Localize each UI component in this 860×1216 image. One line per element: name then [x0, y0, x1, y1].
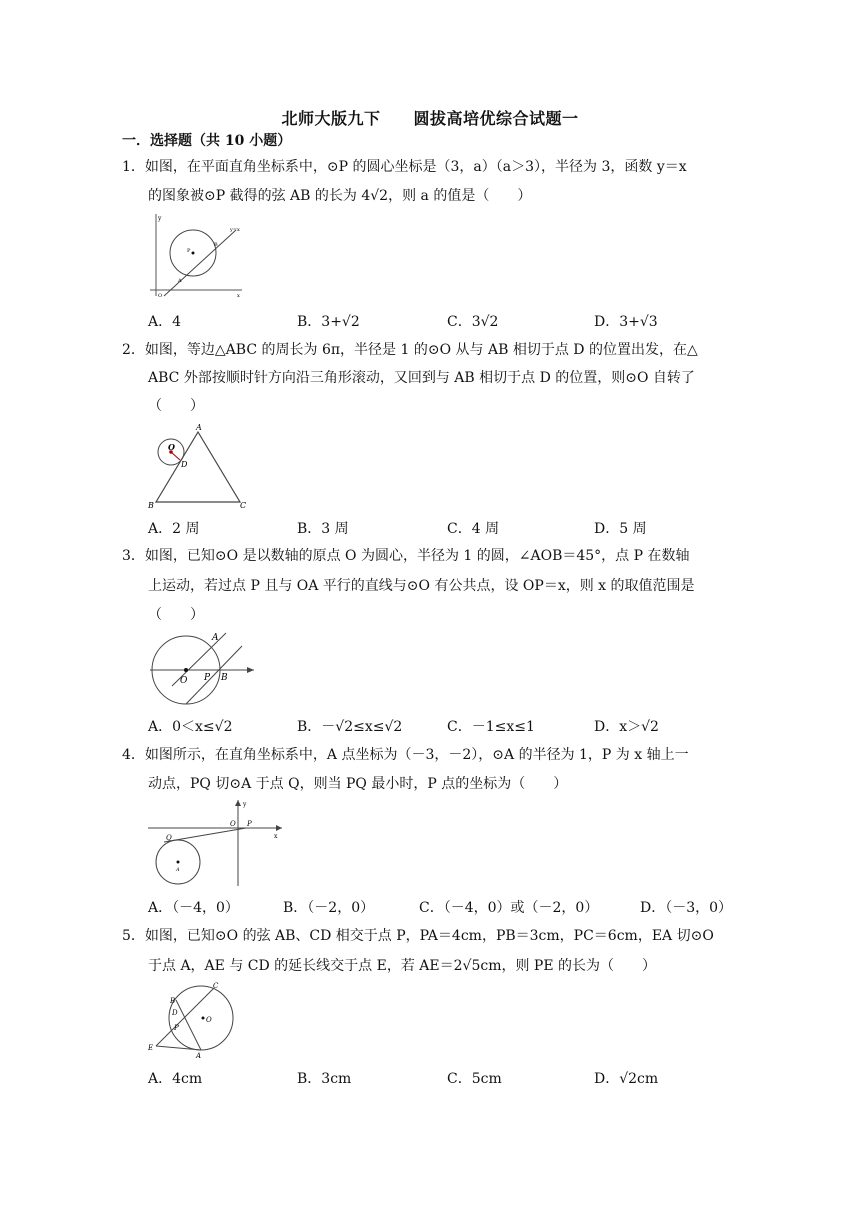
q1-line-1: 1．如图，在平面直角坐标系中，⊙P 的圆心坐标是（3，a）（a＞3），半径为 3，函数 y＝x [122, 159, 687, 175]
section-heading: 一．选择题（共 10 小题） [122, 133, 292, 149]
q5-label-d: D [172, 1009, 178, 1017]
q3-line-1: 3．如图，已知⊙O 是以数轴的原点 O 为圆心，半径为 1 的圆，∠AOB＝45°，点 P 在数轴 [122, 548, 690, 564]
q5-figure [146, 980, 238, 1060]
q1-label-yx: y=x [230, 227, 240, 233]
q3-label-b: B [221, 673, 228, 683]
q3-line-3: （ ） [148, 607, 204, 623]
q1-option-c[interactable]: C．3√2 [447, 314, 499, 330]
q1-label-a: A [178, 278, 182, 284]
q5-label-o: O [206, 1016, 212, 1024]
q4-label-y: y [243, 801, 247, 808]
q4-label-q: Q [166, 834, 172, 842]
q4-option-c[interactable]: C．（－4，0）或（－2，0） [419, 900, 599, 916]
q2-option-a[interactable]: A．2 周 [148, 521, 200, 537]
q2-option-b[interactable]: B．3 周 [297, 521, 349, 537]
q1-label-y: y [158, 215, 162, 222]
q1-label-p: P [187, 248, 191, 254]
q4-label-p: P [247, 820, 252, 828]
q3-option-a[interactable]: A．0＜x≤√2 [148, 719, 233, 735]
q1-label-x: x [237, 293, 240, 299]
q5-label-b: B [170, 997, 176, 1005]
q4-line-2: 动点，PQ 切⊙A 于点 Q，则当 PQ 最小时，P 点的坐标为（ ） [148, 776, 568, 792]
q3-option-b[interactable]: B．－√2≤x≤√2 [297, 719, 403, 735]
q1-label-o: O [158, 293, 163, 299]
q5-label-e: E [148, 1044, 154, 1052]
q3-label-p: P [204, 673, 211, 683]
q5-option-d[interactable]: D．√2cm [594, 1071, 659, 1087]
q2-label-a: A [196, 423, 202, 432]
q1-option-b[interactable]: B．3+√2 [297, 314, 360, 330]
q5-option-a[interactable]: A．4cm [148, 1071, 203, 1087]
q1-option-a[interactable]: A．4 [148, 314, 182, 330]
q5-line-1: 5．如图，已知⊙O 的弦 AB、CD 相交于点 P，PA＝4cm，PB＝3cm，PC＝6cm，EA 切⊙O [122, 928, 714, 944]
q3-line-2: 上运动，若过点 P 且与 OA 平行的直线与⊙O 有公共点，设 OP＝x，则 x 的取值范围是 [148, 578, 695, 594]
q1-line-2: 的图象被⊙P 截得的弦 AB 的长为 4√2，则 a 的值是（ ） [148, 188, 532, 204]
q3-label-o: O [180, 676, 188, 686]
q4-figure [146, 798, 286, 890]
q4-line-1: 4．如图所示，在直角坐标系中，A 点坐标为（－3，－2），⊙A 的半径为 1，P 为 x 轴上一 [122, 747, 689, 763]
q5-label-p: P [174, 1024, 179, 1032]
q4-option-b[interactable]: B．（－2，0） [283, 900, 375, 916]
q3-option-c[interactable]: C．－1≤x≤1 [447, 719, 535, 735]
q5-label-c: C [213, 982, 219, 990]
q5-option-c[interactable]: C．5cm [447, 1071, 502, 1087]
q4-option-a[interactable]: A．（－4，0） [148, 900, 239, 916]
q1-figure [146, 210, 250, 302]
q2-figure [146, 422, 252, 510]
q2-label-c: C [240, 501, 247, 510]
q4-label-o: O [230, 820, 236, 828]
q3-figure [146, 630, 260, 710]
q2-line-1: 2．如图，等边△ABC 的周长为 6π，半径是 1 的⊙O 从与 AB 相切于点 D 的位置出发，在△ [122, 342, 698, 358]
q2-option-d[interactable]: D．5 周 [594, 521, 647, 537]
q1-option-d[interactable]: D．3+√3 [594, 314, 658, 330]
q2-label-b: B [148, 501, 154, 510]
q4-option-d[interactable]: D．（－3，0） [640, 900, 733, 916]
q2-line-2: ABC 外部按顺时针方向沿三角形滚动，又回到与 AB 相切于点 D 的位置，则⊙O 自转了 [148, 370, 695, 386]
q2-option-c[interactable]: C．4 周 [447, 521, 500, 537]
q2-label-d: D [181, 460, 188, 469]
page-title: 北师大版九下 圆拔高培优综合试题一 [281, 109, 579, 128]
q3-label-a: A [212, 633, 219, 643]
q5-label-a: A [196, 1052, 202, 1060]
q5-option-b[interactable]: B．3cm [297, 1071, 352, 1087]
q2-line-3: （ ） [148, 398, 204, 414]
q5-line-2: 于点 A，AE 与 CD 的延长线交于点 E，若 AE＝2√5cm，则 PE 的长为（ ） [148, 958, 657, 974]
q1-label-b: B [214, 242, 218, 248]
q2-label-o: O [168, 442, 175, 452]
q4-label-x: x [274, 833, 278, 840]
q4-label-a: A [176, 867, 180, 873]
q3-option-d[interactable]: D．x＞√2 [594, 719, 659, 735]
